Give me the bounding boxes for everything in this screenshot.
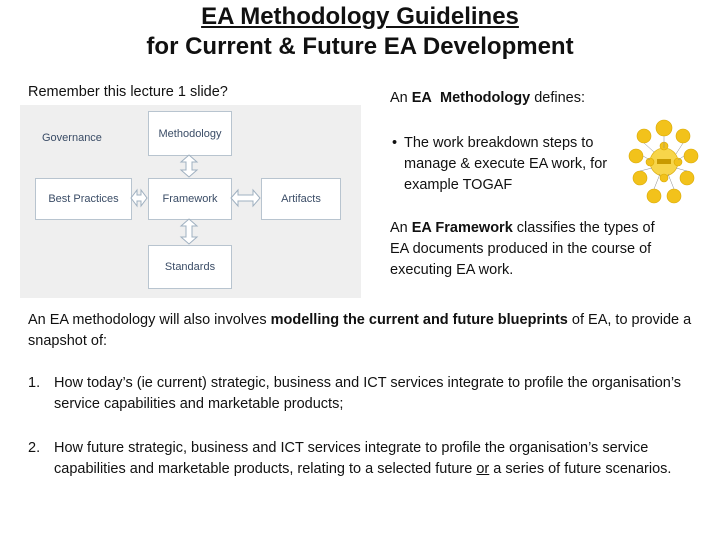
framework-box: Framework [148, 178, 232, 220]
artifacts-box: Artifacts [261, 178, 341, 220]
best-practices-box: Best Practices [35, 178, 132, 220]
methodology-bullet [390, 133, 635, 196]
up-down-arrow-icon [179, 154, 199, 178]
list-number: 1. [28, 375, 41, 391]
standards-box: Standards [148, 245, 232, 289]
list-item [28, 438, 698, 480]
title-line-1: EA Methodology Guidelines [201, 3, 519, 30]
togaf-cycle-icon [624, 116, 704, 214]
left-right-arrow-icon [130, 188, 148, 208]
recall-caption: Remember this lecture 1 slide? [28, 84, 228, 100]
bullet-text: The work breakdown steps to manage & execute EA work, for example TOGAF [404, 135, 608, 193]
title-line-2: for Current & Future EA Development [146, 33, 574, 60]
list-text: How today’s (ie current) strategic, business and ICT services integrate to profile the organisation’s service capabilities and marketable products; [54, 375, 682, 412]
methodology-definition: An EA Methodology defines: [390, 90, 586, 106]
left-right-arrow-icon [230, 188, 261, 208]
list-text: How future strategic, business and ICT services integrate to profile the organisation’s service capabilities and marketable products, relating to a selected future or a series of future scenarios. [54, 440, 672, 477]
list-number: 2. [28, 440, 41, 456]
up-down-arrow-icon [179, 218, 199, 245]
list-item [28, 373, 698, 415]
methodology-box: Methodology [148, 111, 232, 156]
intro-paragraph: An EA methodology will also involves modelling the current and future blueprints of EA, to provide a snapshot of: [28, 312, 692, 349]
governance-label: Governance [42, 132, 102, 144]
bullet-mark: • [392, 135, 398, 151]
ea-components-diagram [20, 105, 361, 298]
slide-title [0, 2, 720, 62]
framework-definition: An EA Framework classifies the types of EA documents produced in the course of executing EA work. [390, 220, 655, 278]
